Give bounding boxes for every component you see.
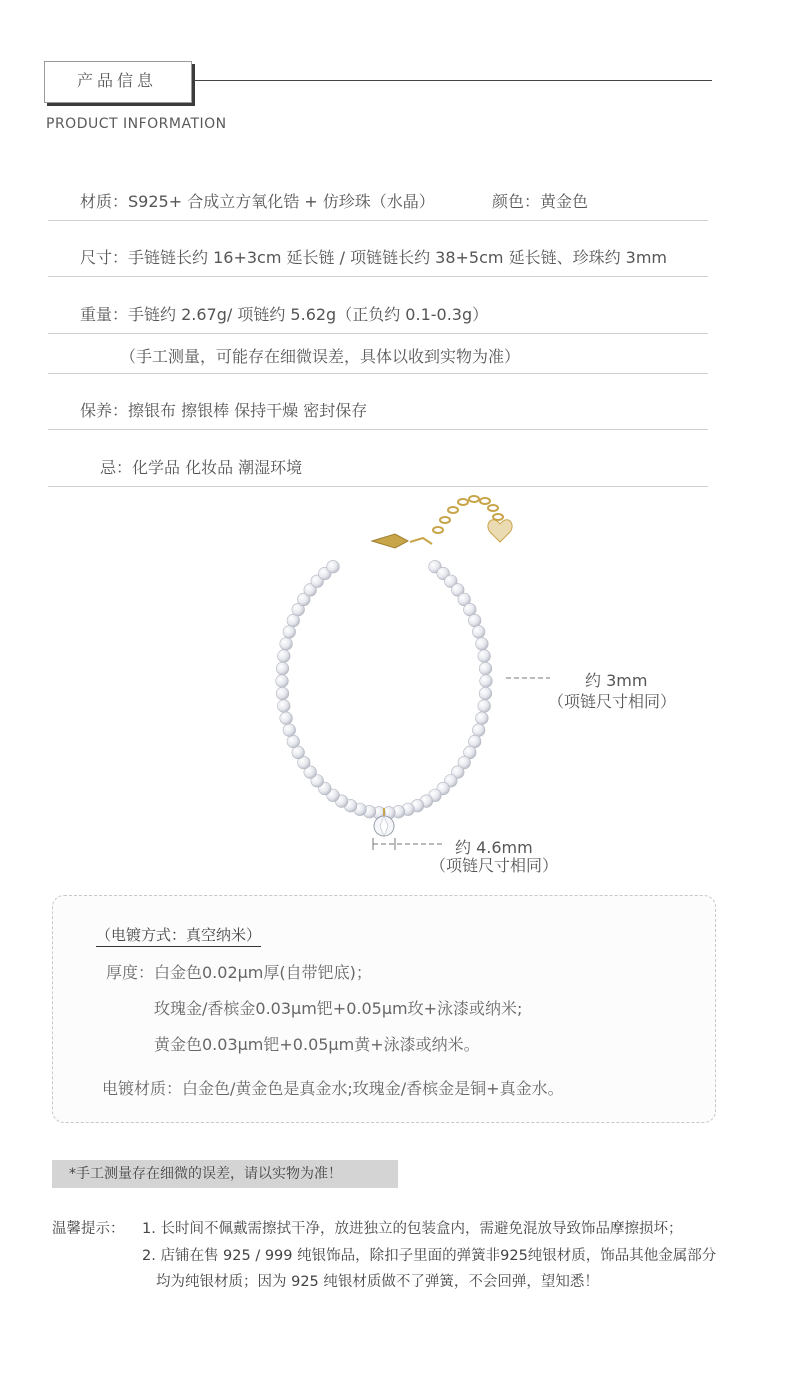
plating-thickness-2: 玫瑰金/香槟金0.03μm钯+0.05μm玫+泳漆或纳米;: [154, 999, 523, 1018]
pearl-bead: [478, 700, 491, 713]
pearl-bead: [479, 687, 492, 700]
pearl-bead: [479, 662, 492, 675]
pearl-bead: [280, 638, 293, 651]
pearl-bracelet-image: [260, 486, 550, 856]
care-text: 保养：擦银布 擦银棒 保持干燥 密封保存: [80, 401, 368, 420]
plating-thickness-3: 黄金色0.03μm钯+0.05μm黄+泳漆或纳米。: [154, 1035, 480, 1054]
pearl-size-label: 约 3mm: [585, 671, 648, 690]
pearl-bead: [472, 724, 485, 737]
pearl-bead: [276, 675, 289, 688]
spec-row-care: [48, 389, 708, 430]
tips-item-2-line-2: 均为纯银材质；因为 925 纯银材质做不了弹簧，不会回弹，望知悉！: [156, 1274, 599, 1290]
clasp: [372, 534, 408, 548]
weight-text: 重量：手链约 2.67g/ 项链约 5.62g（正负约 0.1-0.3g）: [80, 305, 489, 324]
pearl-bead: [472, 626, 485, 639]
material-text: 材质：S925+ 合成立方氧化锆 + 仿珍珠（水晶）: [80, 192, 435, 211]
size-text: 尺寸：手链链长约 16+3cm 延长链 / 项链链长约 38+5cm 延长链、珍珠约 3mm: [80, 248, 668, 267]
color-text: 颜色：黄金色: [492, 192, 589, 211]
pearl-bead: [476, 638, 489, 651]
weight-note-text: （手工测量，可能存在细微误差，具体以收到实物为准）: [120, 347, 521, 366]
pearl-bead: [287, 735, 300, 748]
plating-materials: 电镀材质：白金色/黄金色是真金水;玫瑰金/香槟金是铜+真金水。: [102, 1079, 564, 1098]
spec-row-avoid: [48, 446, 708, 487]
pearl-bead: [468, 614, 481, 627]
jump-ring: [410, 538, 432, 544]
plating-thickness-1: 厚度：白金色0.02μm厚(自带钯底)；: [106, 963, 372, 982]
pearl-size-note: （项链尺寸相同）: [548, 692, 677, 711]
tips-item-1: 1. 长时间不佩戴需擦拭干净，放进独立的包装盒内，需避免混放导致饰品摩擦损坏；: [142, 1221, 683, 1237]
pearl-bead: [478, 650, 491, 663]
tips-label: 温馨提示：: [52, 1221, 125, 1237]
pendant-size-note: （项链尺寸相同）: [430, 856, 559, 875]
section-title: 产品信息: [76, 71, 157, 90]
pearl-beads: [276, 560, 493, 819]
pearl-bead: [476, 712, 489, 725]
pearl-bead: [283, 626, 296, 639]
pearl-bead: [283, 724, 296, 737]
plating-heading: （电镀方式：真空纳米）: [96, 924, 261, 947]
section-subtitle: PRODUCT INFORMATION: [46, 116, 227, 132]
pearl-bead: [276, 687, 289, 700]
pearl-bead: [327, 560, 340, 573]
pearl-bead: [278, 700, 291, 713]
title-divider: [194, 80, 712, 81]
spec-row-size: [48, 236, 708, 277]
spec-row-material: [48, 180, 708, 221]
pearl-bead: [480, 675, 493, 688]
tips-item-2-line-1: 2. 店铺在售 925 / 999 纯银饰品，除扣子里面的弹簧非925纯银材质，饰品其他金属部分: [142, 1248, 717, 1264]
measurement-disclaimer: *手工测量存在细微的误差，请以实物为准！: [52, 1160, 398, 1188]
spec-row-weight: [48, 293, 708, 334]
pearl-bead: [280, 712, 293, 725]
pearl-bead: [278, 650, 291, 663]
pendant-size-label: 约 4.6mm: [455, 838, 533, 857]
avoid-text: 忌：化学品 化妆品 潮湿环境: [100, 458, 303, 477]
pearl-bead: [276, 662, 289, 675]
heart-tag: [488, 520, 512, 542]
